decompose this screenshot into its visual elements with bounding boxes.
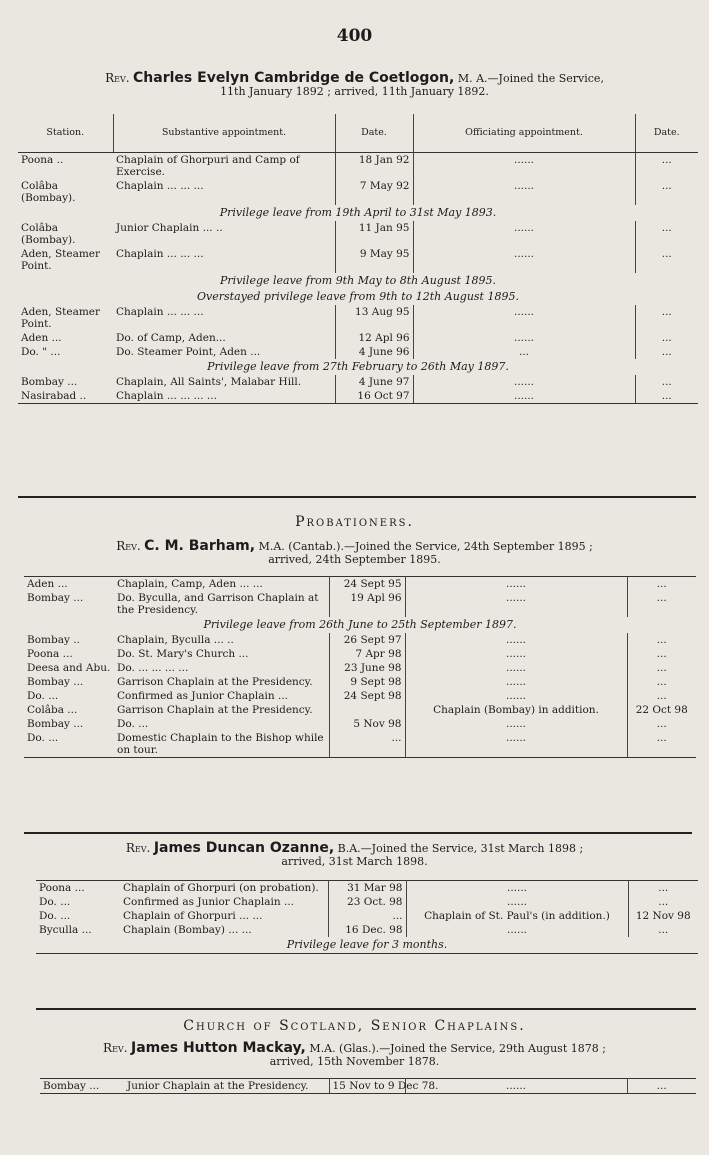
leave-note [36,937,698,954]
date-cell: 18 Jan 92 [335,153,413,180]
service-row [18,375,698,389]
station-cell: Colâba ... [27,704,78,716]
officiating-cell: ...... [413,331,635,345]
leave-note-text: Privilege leave from 26th June to 25th September 1897. [203,618,517,631]
appointment-cell: Chaplain (Bombay) ... ... [120,923,328,937]
officiating-date-cell: ... [661,376,672,388]
date-cell: 26 Sept 97 [329,633,405,647]
col-header-station: Station. [18,114,113,153]
service-row [36,923,698,937]
officiating-cell: ...... [413,221,635,247]
service-row [24,591,696,617]
service-row [24,661,696,675]
date-cell: 31 Mar 98 [328,881,406,896]
service-row [18,247,698,273]
officer-header-barham [0,540,709,566]
leave-note-text: Privilege leave from 9th May to 8th August 1895. [220,274,496,287]
section-rule [18,496,696,498]
appointment-cell: Confirmed as Junior Chaplain ... [114,689,329,703]
service-row [24,717,696,731]
date-cell: 15 Nov to 9 Dec 78. [329,1079,405,1094]
date-cell: ... [329,731,405,758]
officiating-date-cell: ... [656,634,667,646]
service-row [40,1079,696,1094]
date-cell: 16 Dec. 98 [328,923,406,937]
officiating-cell: ...... [405,1079,627,1094]
officiating-cell: ...... [405,675,627,689]
appointment-cell: Chaplain, Camp, Aden ... ... [114,577,329,592]
date-cell: 24 Sept 98 [329,689,405,703]
service-table-coetlogon [18,114,698,404]
officiating-cell: ...... [406,895,628,909]
appointment-cell: Do. of Camp, Aden... [113,331,335,345]
station-cell: Do. ... [39,896,71,908]
service-row [18,221,698,247]
appointment-cell: Chaplain of Ghorpuri ... ... [120,909,328,923]
officiating-cell: ...... [405,577,627,592]
station-cell: Do. ... [39,910,71,922]
leave-note-text: Privilege leave from 19th April to 31st May 1893. [219,206,497,219]
officiating-date-cell: ... [656,578,667,590]
appointment-cell: Chaplain ... ... ... [113,247,335,273]
station-cell: Do. ... [27,690,59,702]
station-cell: Colâba (Bombay). [21,180,76,204]
col-header-officiating: Officiating appointment. [413,114,635,153]
appointment-cell: Domestic Chaplain to the Bishop while on tour. [114,731,329,758]
appointment-cell: Chaplain, All Saints', Malabar Hill. [113,375,335,389]
officiating-date-cell: 22 Oct 98 [635,704,688,716]
station-cell: Bombay ... [27,718,84,730]
service-row [24,689,696,703]
leave-note [18,273,698,289]
service-row [18,331,698,345]
officiating-cell: ...... [405,731,627,758]
appointment-cell: Do. ... ... ... ... [114,661,329,675]
officiating-cell: ...... [406,923,628,937]
appointment-cell: Chaplain ... ... ... [113,179,335,205]
appointment-cell: Junior Chaplain at the Presidency. [124,1079,329,1094]
officiating-cell: ...... [406,881,628,896]
appointment-cell: Do. Steamer Point, Aden ... [113,345,335,359]
officer-service-line: B.A.—Joined the Service, 31st March 1898 ; [337,842,584,855]
officer-name: James Hutton Mackay, [131,1040,306,1056]
station-cell: Aden, Steamer Point. [21,306,101,330]
date-cell: 12 Apl 96 [335,331,413,345]
station-cell: Deesa and Abu. [27,662,111,674]
leave-note-text: Overstayed privilege leave from 9th to 12th August 1895. [197,290,519,303]
date-cell: 24 Sept 95 [329,577,405,592]
officiating-cell: ...... [413,389,635,404]
station-cell: Do. " ... [21,346,61,358]
date-cell: 7 May 92 [335,179,413,205]
section-title-probationers: Probationers. [295,514,414,530]
officiating-date-cell: ... [658,924,669,936]
service-table-ozanne [36,880,698,954]
station-cell: Nasirabad .. [18,389,113,404]
section-rule [36,1008,696,1010]
officiating-cell: ...... [413,305,635,331]
station-cell: Bombay ... [21,376,78,388]
officiating-cell: Chaplain (Bombay) in addition. [405,703,627,717]
officiating-cell: ...... [413,375,635,389]
service-row [24,633,696,647]
officiating-date-cell: ... [656,718,667,730]
officiating-date-cell: ... [656,690,667,702]
date-cell: 4 June 97 [335,375,413,389]
officer-service-line: M. A.—Joined the Service, [457,72,604,85]
appointment-cell: Do. Byculla, and Garrison Chaplain at the Presidency. [114,591,329,617]
appointment-cell: Garrison Chaplain at the Presidency. [114,675,329,689]
service-row [36,909,698,923]
service-row [18,179,698,205]
officer-arrival-line: arrived, 31st March 1898. [281,855,428,868]
officiating-date-cell: ... [627,731,696,758]
officiating-cell: ...... [413,153,635,180]
officiating-date-cell: ... [627,1079,696,1094]
officiating-date-cell: ... [658,896,669,908]
date-cell: 13 Aug 95 [335,305,413,331]
service-row [36,895,698,909]
date-cell: 9 May 95 [335,247,413,273]
officiating-date-cell: ... [661,332,672,344]
officiating-date-cell: ... [661,306,672,318]
appointment-cell: Chaplain, Byculla ... .. [114,633,329,647]
officiating-date-cell: ... [661,346,672,358]
rev-prefix: Rev. [103,1041,128,1055]
appointment-cell: Chaplain of Ghorpuri (on probation). [120,881,328,896]
date-cell: 9 Sept 98 [329,675,405,689]
officiating-cell: ...... [405,661,627,675]
leave-note-text: Privilege leave for 3 months. [36,937,698,954]
date-cell: 16 Oct 97 [335,389,413,404]
officiating-date-cell: ... [661,154,672,166]
officiating-date-cell: ... [656,662,667,674]
date-cell: 19 Apl 96 [329,591,405,617]
leave-note [24,617,696,633]
officer-name: C. M. Barham, [144,538,256,554]
officiating-cell: ...... [405,647,627,661]
rev-prefix: Rev. [105,71,130,85]
appointment-cell: Do. St. Mary's Church ... [114,647,329,661]
officiating-cell: ...... [405,717,627,731]
date-cell: 7 Apr 98 [329,647,405,661]
service-row [24,577,696,592]
officiating-date-cell: ... [656,648,667,660]
station-cell: Byculla ... [39,924,92,936]
officiating-cell: Chaplain of St. Paul's (in addition.) [406,909,628,923]
station-cell: Colâba (Bombay). [21,222,76,246]
officiating-date-cell: ... [656,592,667,604]
station-cell: Do. ... [24,731,114,758]
station-cell: Bombay .. [27,634,80,646]
service-row [24,731,696,758]
leave-note [18,359,698,375]
station-cell: Poona ... [39,882,85,894]
officer-header-ozanne [0,842,709,868]
date-cell [329,703,405,717]
page-number: 400 [336,26,373,46]
date-cell: 4 June 96 [335,345,413,359]
appointment-cell: Chaplain ... ... ... ... [113,389,335,404]
rev-prefix: Rev. [116,539,141,553]
date-cell: 23 Oct. 98 [328,895,406,909]
service-row [24,675,696,689]
station-cell: Aden, Steamer Point. [21,248,101,272]
officiating-date-cell: ... [635,389,698,404]
service-table-mackay [40,1078,696,1094]
officiating-date-cell: ... [658,882,669,894]
officer-header-mackay [0,1042,709,1068]
rev-prefix: Rev. [125,841,151,855]
col-header-substantive: Substantive appointment. [113,114,335,153]
appointment-cell: Confirmed as Junior Chaplain ... [120,895,328,909]
station-cell: Poona .. [21,154,64,166]
officer-header-coetlogon [0,72,709,98]
date-cell: 23 June 98 [329,661,405,675]
officiating-date-cell: ... [661,180,672,192]
officiating-cell: ...... [413,179,635,205]
appointment-cell: Chaplain ... ... ... [113,305,335,331]
section-rule [24,832,692,834]
officer-service-line: M.A. (Glas.).—Joined the Service, 29th August 1878 ; [309,1042,606,1055]
date-cell: 11 Jan 95 [335,221,413,247]
officer-arrival-line: 11th January 1892 ; arrived, 11th January 1892. [220,85,489,98]
service-row [18,345,698,359]
officiating-cell: ...... [405,633,627,647]
officiating-date-cell: 12 Nov 98 [635,910,691,922]
service-row [18,153,698,180]
officiating-cell: ...... [405,591,627,617]
service-row [24,703,696,717]
date-cell: ... [328,909,406,923]
service-row [18,305,698,331]
station-cell: Aden ... [21,332,62,344]
station-cell: Bombay ... [40,1079,124,1094]
service-row [36,881,698,896]
officiating-date-cell: ... [661,248,672,260]
col-header-date2: Date. [635,114,698,153]
section-title-church-of-scotland: Church of Scotland, Senior Chaplains. [183,1018,526,1034]
officiating-date-cell: ... [656,676,667,688]
officiating-cell: ... [413,345,635,359]
service-table-barham [24,576,696,758]
service-row [18,389,698,404]
date-cell: 5 Nov 98 [329,717,405,731]
service-row [24,647,696,661]
station-cell: Aden ... [27,578,68,590]
officer-arrival-line: arrived, 15th November 1878. [269,1055,440,1068]
officiating-cell: ...... [413,247,635,273]
station-cell: Bombay ... [27,592,84,604]
officer-arrival-line: arrived, 24th September 1895. [268,553,441,566]
station-cell: Poona ... [27,648,73,660]
leave-note-text: Privilege leave from 27th February to 26th May 1897. [207,360,509,373]
officiating-date-cell: ... [661,222,672,234]
officiating-cell: ...... [405,689,627,703]
officer-name: Charles Evelyn Cambridge de Coetlogon, [133,70,455,86]
col-header-date: Date. [335,114,413,153]
station-cell: Bombay ... [27,676,84,688]
appointment-cell: Junior Chaplain ... .. [113,221,335,247]
officer-name: James Duncan Ozanne, [153,840,335,856]
appointment-cell: Do. ... [114,717,329,731]
leave-note [18,205,698,221]
officer-service-line: M.A. (Cantab.).—Joined the Service, 24th September 1895 ; [258,540,593,553]
appointment-cell: Chaplain of Ghorpuri and Camp of Exercise. [113,153,335,180]
appointment-cell: Garrison Chaplain at the Presidency. [114,703,329,717]
leave-note [18,289,698,305]
